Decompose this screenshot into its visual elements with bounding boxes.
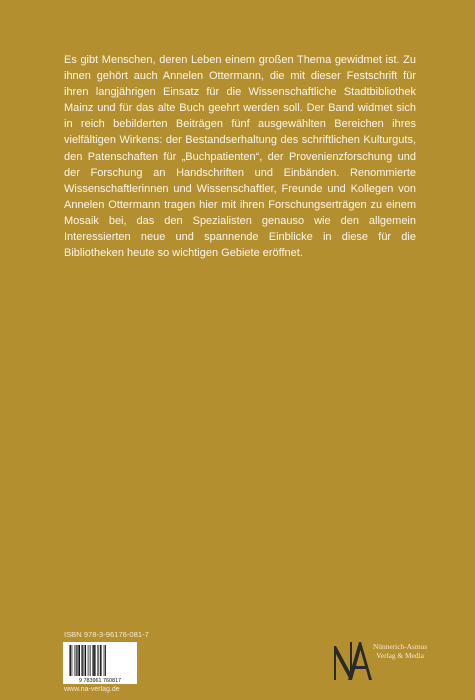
barcode-bar bbox=[78, 645, 80, 676]
barcode-bar bbox=[85, 645, 86, 676]
barcode-bar bbox=[77, 645, 78, 676]
publisher-name bbox=[373, 642, 427, 661]
barcode-digits: 9 783961 760817 bbox=[79, 678, 121, 684]
isbn-label: ISBN 978-3-96176-081-7 bbox=[64, 630, 149, 639]
barcode-bar bbox=[69, 645, 70, 676]
barcode-bar bbox=[92, 645, 93, 676]
barcode-bar bbox=[76, 645, 77, 676]
barcode-bar bbox=[70, 645, 71, 676]
barcode-bar bbox=[89, 645, 90, 676]
publisher-line-2: Verlag & Media bbox=[376, 651, 424, 661]
barcode-bar bbox=[84, 645, 85, 676]
barcode-graphic bbox=[63, 642, 137, 684]
publisher-line-1: Nünnerich-Asmus bbox=[373, 642, 428, 651]
barcode-bar bbox=[104, 645, 105, 676]
barcode-bar bbox=[98, 645, 99, 676]
barcode-bar bbox=[101, 645, 102, 676]
barcode-bar bbox=[97, 645, 98, 676]
publisher-logo-icon bbox=[331, 638, 373, 682]
publisher-url: www.na-verlag.de bbox=[64, 686, 120, 693]
barcode-bar bbox=[72, 645, 73, 676]
barcode-bar bbox=[81, 645, 82, 676]
barcode-bar bbox=[88, 645, 89, 676]
barcode-bar bbox=[74, 645, 75, 676]
barcode-bar bbox=[82, 645, 83, 676]
barcode-bar bbox=[90, 645, 91, 676]
barcode-bar bbox=[100, 645, 101, 676]
barcode-bar bbox=[105, 645, 106, 676]
barcode-bar bbox=[95, 645, 96, 676]
blurb-text: Es gibt Menschen, deren Leben einem großen Thema gewidmet ist. Zu ihnen gehört auch Annelen Ottermann, die mit dieser Festschrift für ihren langjährigen Einsatz für die Wissenschaftliche Stadtbibliothek Mainz und für das alte Buch geehrt werden soll. Der Band widmet sich in reich bebilderten Beiträgen fünf ausgewählten Bereichen ihres vielfältigen Wirkens: der Bestandserhaltung des schriftlichen Kulturguts, den Patenschaften für „Buchpatienten“, der Provenienzforschung und der Forschung an Handschriften und Einbänden. Renommierte Wissenschaftlerinnen und Wissenschaftler, Freunde und Kollegen von Annelen Ottermann tragen hier mit ihren Forschungserträgen zu einem Mosaik bei, das den Spezialisten genauso wie den allgemein Interessierten neue und spannende Einblicke in diese für die Bibliotheken heute so wichtigen Gebiete eröffnet. bbox=[64, 54, 416, 260]
barcode bbox=[63, 642, 137, 684]
barcode-bar bbox=[93, 645, 95, 676]
